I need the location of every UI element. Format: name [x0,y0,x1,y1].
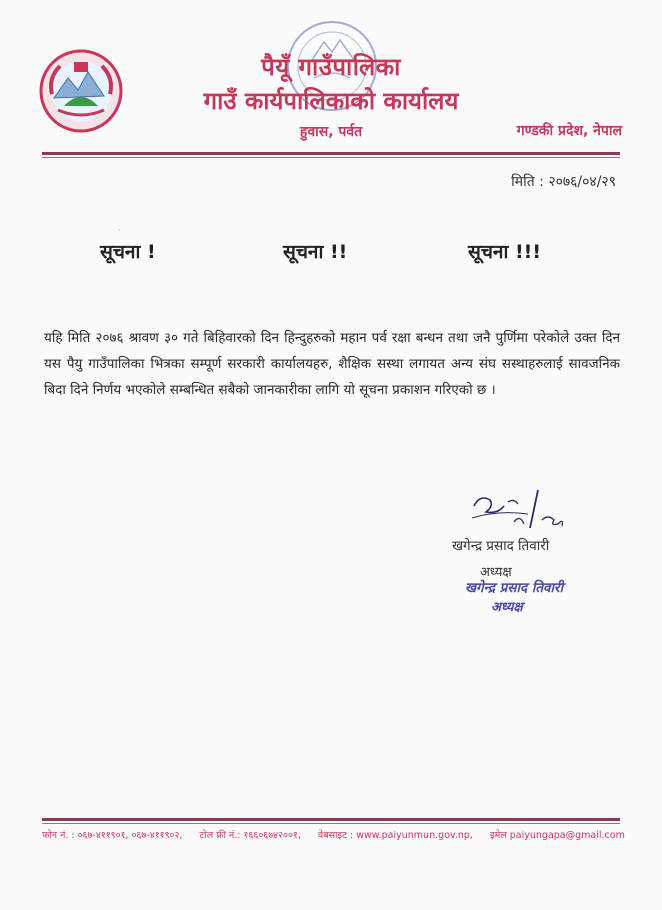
province-label: गण्डकी प्रदेश, नेपाल [516,123,622,139]
notice-body: यहि मिति २०७६ श्रावण ३० गते बिहिवारको दिन हिन्दुहरुको महान पर्व रक्षा बन्धन तथा जनै पुर्णिमा परेकोले उक्त दिन यस पैयु गाउँपालिका भित्रका सम्पूर्ण सरकारी कार्यालयहरु, शैक्षिक सस्था लगायत अन्य संघ सस्थाहरुलाई सावजनिक बिदा दिने निर्णय भएकोले सम्बन्धित सबैको जानकारीका लागि यो सूचना प्रकाशन गरिएको छ । [44,330,620,398]
scan-speck: · [118,226,121,235]
stamp-signatory-name: खगेन्द्र प्रसाद तिवारी [465,580,564,596]
date-line: मिति : २०७६/०४/२९ [511,174,616,190]
footer-divider [42,818,620,821]
office-location: हुवास, पर्वत [299,124,363,140]
stamp-signatory-role: अध्यक्ष [491,600,523,615]
footer-contact [42,828,632,841]
handwritten-signature [468,484,578,536]
header-divider [42,152,620,155]
office-title-line1: पैयूँ गाउँपालिका [261,53,401,81]
notice-heading-1: सूचना ! [100,241,156,263]
signatory-role: अध्यक्ष [480,565,512,580]
notice-heading-3: सूचना !!! [468,241,541,263]
notice-heading-2: सूचना !! [283,241,348,263]
signatory-name: खगेन्द्र प्रसाद तिवारी [452,538,550,554]
footer-divider-thin [42,823,620,824]
footer-tollfree: टोल फ्री नं.: १६६०६७४२००१, [199,830,301,841]
footer-website[interactable]: वेबसाइट : www.paiyunmun.gov.np, [317,830,473,841]
footer-email[interactable]: इमेल paiyungapa@gmail.com [489,830,625,841]
header-divider-thin [42,157,620,158]
footer-phone: फोन नं. : ०६७-४११९०१, ०६७-४११९०२, [42,830,183,841]
office-title-line2: गाउँ कार्यपालिकाको कार्यालय [203,87,459,115]
